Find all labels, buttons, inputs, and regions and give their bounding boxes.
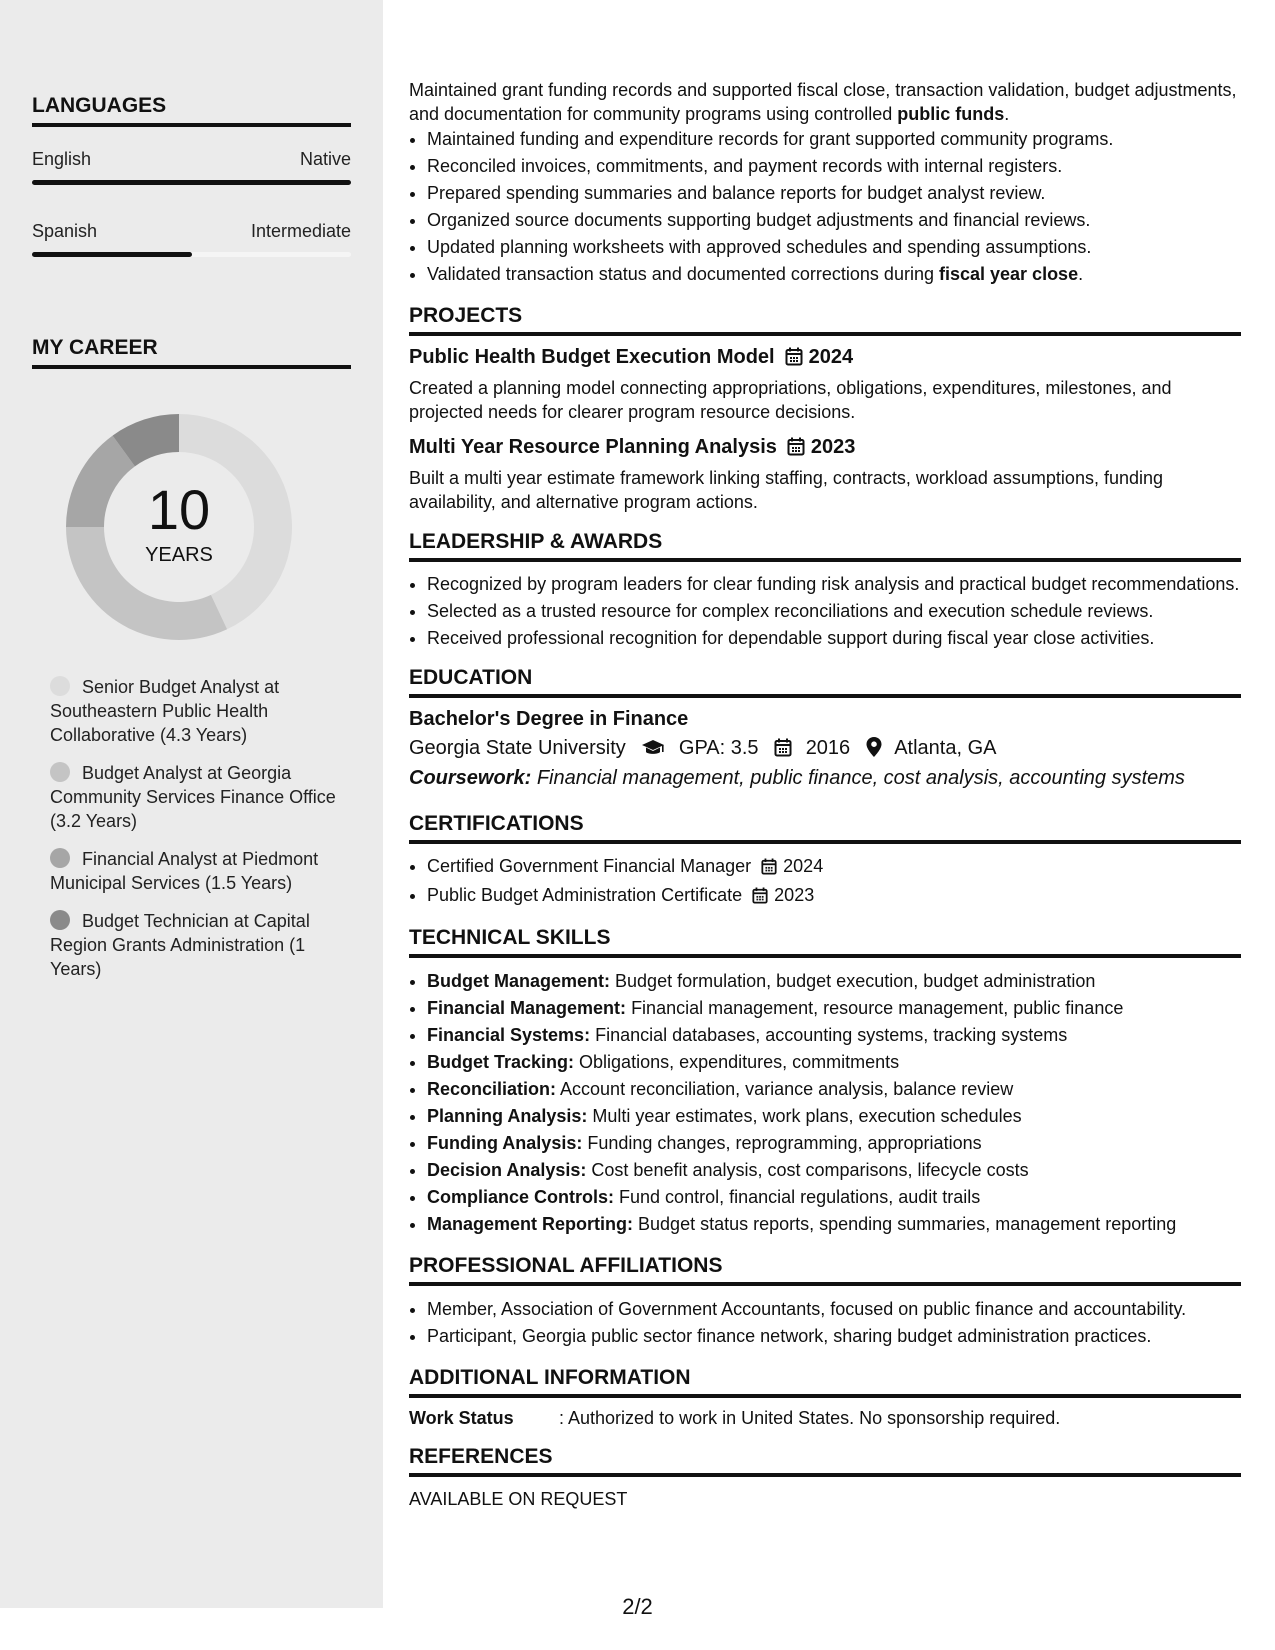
list-item: • Member, Association of Government Accountants, focused on public finance and accountability. <box>427 1296 1241 1323</box>
skill-text: Financial databases, accounting systems, tracking systems <box>595 1025 1068 1045</box>
calendar-icon <box>761 857 777 881</box>
skill-text: Financial management, resource management, public finance <box>631 998 1124 1018</box>
sidebar <box>0 0 383 1608</box>
calendar-icon <box>787 437 805 462</box>
list-item: • Participant, Georgia public sector finance network, sharing budget administration practices. <box>427 1323 1241 1350</box>
bullet-end: . <box>1078 264 1084 284</box>
education-details <box>409 737 1241 763</box>
projects-heading: PROJECTS <box>409 304 1241 336</box>
list-item: • Organized source documents supporting budget adjustments and financial reviews. <box>427 207 1241 234</box>
language-bar <box>32 252 351 257</box>
references-heading: REFERENCES <box>409 1445 1241 1477</box>
language-level: Native <box>299 149 351 169</box>
summary-text: Maintained grant funding records and supported fiscal close, transaction validation, budget adjustments, and documentation for community programs using controlled <box>409 80 1237 124</box>
calendar-icon <box>774 738 792 763</box>
languages-section <box>32 94 351 257</box>
skill-text: Multi year estimates, work plans, execution schedules <box>592 1106 1022 1126</box>
career-item <box>50 675 340 747</box>
affiliations-list <box>409 1296 1241 1350</box>
location-pin-icon <box>866 737 882 763</box>
main-content <box>409 78 1241 1511</box>
degree-title: Bachelor's Degree in Finance <box>409 708 689 730</box>
career-heading: MY CAREER <box>32 336 351 369</box>
additional-info-heading: ADDITIONAL INFORMATION <box>409 1366 1241 1398</box>
language-name: English <box>32 149 92 169</box>
skill-text: Budget status reports, spending summaries, management reporting <box>638 1214 1177 1234</box>
education-heading: EDUCATION <box>409 666 1241 698</box>
skill-label: Budget Management: <box>427 971 611 991</box>
list-item: • Received professional recognition for dependable support during fiscal year close activities. <box>427 626 1241 650</box>
references-text: AVAILABLE ON REQUEST <box>409 1489 628 1509</box>
project-title: Public Health Budget Execution Model <box>409 346 775 368</box>
career-total-unit: YEARS <box>145 543 213 566</box>
skill-item <box>427 995 1241 1022</box>
bullet-text: Validated transaction status and documented corrections during <box>427 264 939 284</box>
language-bar-fill <box>32 180 351 185</box>
skill-text: Cost benefit analysis, cost comparisons, lifecycle costs <box>591 1160 1029 1180</box>
affiliations-heading: PROFESSIONAL AFFILIATIONS <box>409 1254 1241 1286</box>
skills-list <box>409 968 1241 1238</box>
summary-bold: public funds <box>897 104 1005 124</box>
skill-label: Financial Management: <box>427 998 627 1018</box>
list-item <box>427 883 1241 910</box>
graduation-year: 2016 <box>805 737 851 759</box>
graduation-cap-icon <box>641 739 665 763</box>
experience-summary <box>409 78 1241 126</box>
skill-item <box>427 1103 1241 1130</box>
career-item-label: Budget Analyst at Georgia Community Services Finance Office (3.2 Years) <box>50 763 336 831</box>
career-dot-icon <box>50 910 70 930</box>
certification-year: 2024 <box>783 856 824 876</box>
work-status-row <box>409 1408 1241 1429</box>
career-item <box>50 847 340 895</box>
leadership-heading: LEADERSHIP & AWARDS <box>409 530 1241 562</box>
language-level: Intermediate <box>250 221 351 241</box>
skill-item <box>427 1211 1241 1238</box>
work-status-label: Work Status <box>409 1408 514 1428</box>
career-dot-icon <box>50 762 70 782</box>
project-year: 2023 <box>810 436 856 458</box>
calendar-icon <box>752 886 768 910</box>
skill-text: Account reconciliation, variance analysis, balance review <box>560 1079 1014 1099</box>
skills-heading: TECHNICAL SKILLS <box>409 926 1241 958</box>
career-section <box>32 336 351 369</box>
coursework-text: Financial management, public finance, cost analysis, accounting systems <box>536 767 1185 789</box>
list-item: • Selected as a trusted resource for complex reconciliations and execution schedule reviews. <box>427 599 1241 623</box>
project-item <box>409 436 1241 514</box>
career-item-label: Budget Technician at Capital Region Grants Administration (1 Years) <box>50 911 310 979</box>
career-item <box>50 761 340 833</box>
career-dot-icon <box>50 676 70 696</box>
calendar-icon <box>785 347 803 372</box>
skill-label: Financial Systems: <box>427 1025 591 1045</box>
list-item: • Recognized by program leaders for clear funding risk analysis and practical budget recommendations. <box>427 572 1241 596</box>
list-item: • Reconciled invoices, commitments, and payment records with internal registers. <box>427 153 1241 180</box>
list-item: • Updated planning worksheets with approved schedules and spending assumptions. <box>427 234 1241 261</box>
skill-text: Budget formulation, budget execution, budget administration <box>615 971 1096 991</box>
career-list <box>50 675 340 995</box>
career-donut <box>66 414 292 640</box>
language-bar <box>32 180 351 185</box>
project-description: Built a multi year estimate framework linking staffing, contracts, workload assumptions, funding availability, and alternative program actions. <box>409 468 1164 512</box>
skill-label: Planning Analysis: <box>427 1106 588 1126</box>
experience-bullets <box>409 126 1241 288</box>
skill-text: Obligations, expenditures, commitments <box>579 1052 900 1072</box>
language-name: Spanish <box>32 221 98 241</box>
skill-label: Reconciliation: <box>427 1079 557 1099</box>
project-item <box>409 346 1241 424</box>
list-item: • Prepared spending summaries and balance reports for budget analyst review. <box>427 180 1241 207</box>
languages-heading: LANGUAGES <box>32 94 351 127</box>
coursework <box>409 767 1241 790</box>
school-location: Atlanta, GA <box>894 737 997 759</box>
certification-name: Certified Government Financial Manager <box>427 856 752 876</box>
language-item <box>32 221 351 257</box>
skill-item <box>427 1184 1241 1211</box>
language-item <box>32 149 351 185</box>
leadership-list <box>409 572 1241 650</box>
skill-label: Management Reporting: <box>427 1214 634 1234</box>
page-number: 2/2 <box>622 1594 653 1619</box>
skill-label: Decision Analysis: <box>427 1160 587 1180</box>
school-name: Georgia State University <box>409 737 626 759</box>
education-item <box>409 708 1241 790</box>
list-item <box>427 261 1241 288</box>
summary-end: . <box>1004 104 1010 124</box>
bullet-bold: fiscal year close <box>938 264 1079 284</box>
career-item-label: Senior Budget Analyst at Southeastern Public Health Collaborative (4.3 Years) <box>50 677 280 745</box>
certifications-heading: CERTIFICATIONS <box>409 812 1241 844</box>
language-bar-fill <box>32 252 192 257</box>
skill-label: Compliance Controls: <box>427 1187 615 1207</box>
gpa: GPA: 3.5 <box>678 737 759 759</box>
work-status-value: : Authorized to work in United States. No sponsorship required. <box>559 1408 1061 1428</box>
career-dot-icon <box>50 848 70 868</box>
skill-item <box>427 1076 1241 1103</box>
career-item-label: Financial Analyst at Piedmont Municipal Services (1.5 Years) <box>50 849 319 893</box>
certification-name: Public Budget Administration Certificate <box>427 885 743 905</box>
skill-text: Fund control, financial regulations, audit trails <box>619 1187 981 1207</box>
skill-item <box>427 1157 1241 1184</box>
list-item <box>427 854 1241 881</box>
skill-label: Funding Analysis: <box>427 1133 583 1153</box>
skill-item <box>427 1022 1241 1049</box>
career-donut-center <box>66 414 292 640</box>
list-item: • Maintained funding and expenditure records for grant supported community programs. <box>427 126 1241 153</box>
certifications-list <box>409 854 1241 910</box>
skill-item <box>427 1049 1241 1076</box>
project-title: Multi Year Resource Planning Analysis <box>409 436 777 458</box>
certification-year: 2023 <box>774 885 815 905</box>
coursework-label: Coursework: <box>409 767 532 789</box>
project-description: Created a planning model connecting appropriations, obligations, expenditures, milestones, and projected needs for clearer program resource decisions. <box>409 378 1172 422</box>
skill-item <box>427 1130 1241 1157</box>
career-item <box>50 909 340 981</box>
skill-label: Budget Tracking: <box>427 1052 575 1072</box>
skill-text: Funding changes, reprogramming, appropriations <box>587 1133 982 1153</box>
skill-item <box>427 968 1241 995</box>
project-year: 2024 <box>808 346 854 368</box>
career-total-years: 10 <box>147 477 211 541</box>
